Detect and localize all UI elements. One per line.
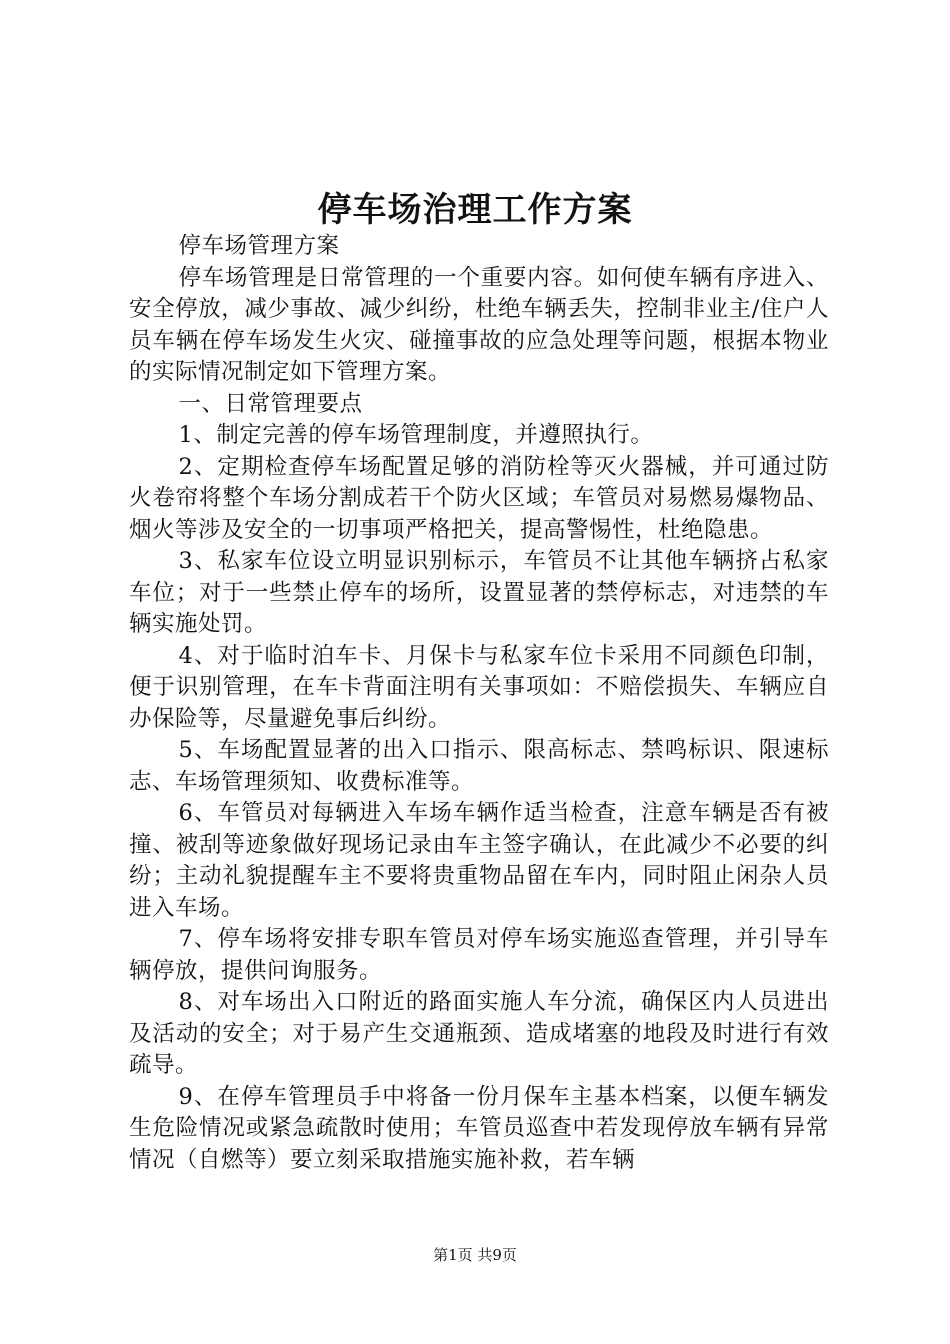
paragraph-item-7: 7、停车场将安排专职车管员对停车场实施巡查管理，并引导车辆停放，提供问询服务。 bbox=[129, 926, 829, 984]
paragraph-item-5: 5、车场配置显著的出入口指示、限高标志、禁鸣标识、限速标志、车场管理须知、收费标准等。 bbox=[129, 737, 829, 795]
paragraph-item-8: 8、对车场出入口附近的路面实施人车分流，确保区内人员进出及活动的安全；对于易产生交通瓶颈、造成堵塞的地段及时进行有效疏导。 bbox=[129, 989, 829, 1078]
document-title: 停车场治理工作方案 bbox=[317, 190, 633, 230]
page-number-footer: 第1页 共9页 bbox=[433, 1246, 517, 1264]
paragraph-item-9: 9、在停车管理员手中将备一份月保车主基本档案，以便车辆发生危险情况或紧急疏散时使用；车管员巡查中若发现停放车辆有异常情况（自燃等）要立刻采取措施实施补救，若车辆 bbox=[129, 1083, 829, 1173]
document-body bbox=[129, 231, 829, 1176]
paragraph-item-6: 6、车管员对每辆进入车场车辆作适当检查，注意车辆是否有被撞、被刮等迹象做好现场记录由车主签字确认，在此减少不必要的纠纷；主动礼貌提醒车主不要将贵重物品留在车内，同时阻止闲杂人员进入车场。 bbox=[129, 800, 829, 921]
paragraph-subtitle: 停车场管理方案 bbox=[178, 233, 340, 259]
paragraph-item-4: 4、对于临时泊车卡、月保卡与私家车位卡采用不同颜色印制，便于识别管理，在车卡背面注明有关事项如：不赔偿损失、车辆应自办保险等，尽量避免事后纠纷。 bbox=[129, 642, 829, 732]
paragraph-intro: 停车场管理是日常管理的一个重要内容。如何使车辆有序进入、安全停放，减少事故、减少纠纷，杜绝车辆丢失，控制非业主/住户人员车辆在停车场发生火灾、碰撞事故的应急处理等问题，根据本物业的实际情况制定如下管理方案。 bbox=[129, 264, 829, 385]
section-heading: 一、日常管理要点 bbox=[178, 390, 363, 417]
paragraph-item-2: 2、定期检查停车场配置足够的消防栓等灭火器械，并可通过防火卷帘将整个车场分割成若干个防火区域；车管员对易燃易爆物品、烟火等涉及安全的一切事项严格把关，提高警惕性，杜绝隐患。 bbox=[129, 453, 829, 543]
paragraph-item-3: 3、私家车位设立明显识别标示，车管员不让其他车辆挤占私家车位；对于一些禁止停车的场所，设置显著的禁停标志，对违禁的车辆实施处罚。 bbox=[129, 548, 829, 637]
paragraph-item-1: 1、制定完善的停车场管理制度，并遵照执行。 bbox=[178, 422, 654, 448]
